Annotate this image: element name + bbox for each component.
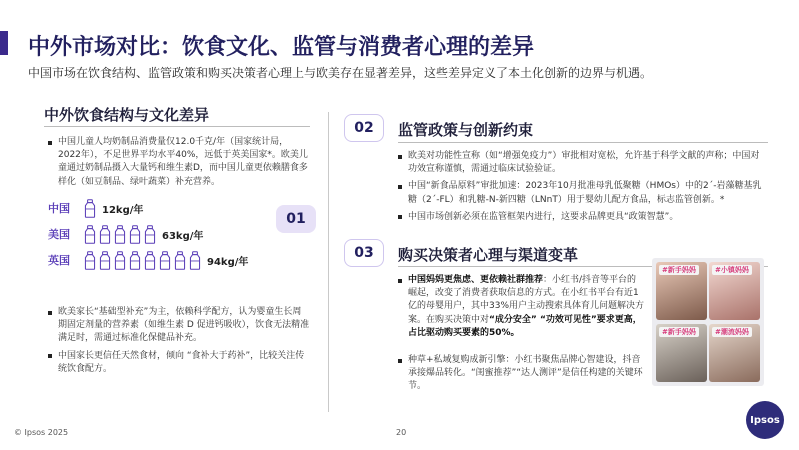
milk-bottle-icon bbox=[99, 251, 111, 270]
milk-bottle-icon bbox=[129, 251, 141, 270]
section3-number-badge: 03 bbox=[344, 239, 384, 267]
milk-bottle-icon bbox=[84, 251, 96, 270]
bullet-emphasis: 中国妈妈更焦虑、更依赖社群推荐 bbox=[408, 275, 544, 285]
milk-bottle-icon bbox=[189, 251, 201, 270]
section3-bullet-list bbox=[398, 274, 644, 344]
social-post-image bbox=[709, 324, 760, 382]
section2-number-badge: 02 bbox=[344, 114, 384, 142]
country-label: 中国 bbox=[48, 202, 70, 215]
milk-bottle-icon bbox=[84, 225, 96, 244]
social-media-collage bbox=[652, 258, 764, 386]
section2-bullet: 欧美对功能性宣称（如“增强免疫力”）审批相对宽松，允许基于科学文献的声称；中国对功效宣称谨慎，需通过临床试验验证。 bbox=[398, 150, 768, 176]
bullet-emphasis: “成分安全” “功效可见性”要求更高，占比驱动购买要素的50%。 bbox=[408, 314, 642, 338]
bottle-icons bbox=[84, 225, 156, 244]
section3-bullet-list-2 bbox=[398, 354, 644, 398]
page-subtitle: 中国市场在饮食结构、监管政策和购买决策者心理上与欧美存在显著差异，这些差异定义了本土化创新的边界与机遇。 bbox=[28, 66, 653, 80]
milk-bottle-icon bbox=[114, 225, 126, 244]
section1-number-badge: 01 bbox=[276, 205, 316, 233]
center-divider bbox=[328, 112, 329, 412]
section3-bullet bbox=[398, 274, 644, 340]
section1-bullet: 中国儿童人均奶制品消费量仅12.0千克/年（国家统计局，2022年），不足世界平均水平40%，远低于英美国家*。欧美儿童通过奶制品摄入大量钙和维生素D，而中国儿童更依赖膳食多样化（如豆制品、绿叶蔬菜）补充营养。 bbox=[48, 136, 310, 189]
milk-bottle-icon bbox=[84, 199, 96, 218]
section1-bullet-list-bottom bbox=[48, 306, 310, 380]
copyright: © Ipsos 2025 bbox=[14, 428, 69, 437]
section1-title: 中外饮食结构与文化差异 bbox=[44, 106, 210, 124]
hashtag-badge: #小镇妈妈 bbox=[712, 265, 752, 275]
title-accent-bar bbox=[0, 31, 8, 55]
ipsos-logo: Ipsos bbox=[746, 401, 784, 439]
milk-bottle-icon bbox=[144, 251, 156, 270]
page-number: 20 bbox=[396, 428, 407, 437]
section2-bullet: 中国市场创新必须在监管框架内进行，这要求品牌更具“政策智慧”。 bbox=[398, 211, 768, 224]
section3-title: 购买决策者心理与渠道变革 bbox=[398, 246, 579, 264]
comparison-row-china bbox=[48, 198, 143, 218]
hashtag-badge: #新手妈妈 bbox=[659, 265, 699, 275]
milk-bottle-icon bbox=[129, 225, 141, 244]
comparison-row-usa bbox=[48, 224, 203, 244]
comparison-row-uk bbox=[48, 250, 248, 270]
country-label: 美国 bbox=[48, 228, 70, 241]
bullet-text: ：小红书/抖音等平台的崛起，改变了消费者获取信息的方式。在小红书平台有近1亿的母婴用户，其中33%用户主动搜索具体育儿问题解决方案。在购买决策中对 bbox=[408, 275, 645, 325]
section2-divider bbox=[398, 142, 768, 143]
hashtag-badge: #新手妈妈 bbox=[659, 327, 699, 337]
consumption-amount: 94kg/年 bbox=[207, 256, 249, 268]
social-post-image bbox=[656, 262, 707, 320]
consumption-amount: 63kg/年 bbox=[162, 230, 204, 242]
section1-bullet: 中国家长更信任天然食材，倾向 “食补大于药补”，比较关注传统饮食配方。 bbox=[48, 350, 310, 376]
social-post-image bbox=[656, 324, 707, 382]
country-label: 英国 bbox=[48, 254, 70, 267]
milk-bottle-icon bbox=[159, 251, 171, 270]
section1-bullet-list-top bbox=[48, 136, 310, 193]
section2-bullet-list bbox=[398, 150, 768, 228]
hashtag-badge: #潮流妈妈 bbox=[712, 327, 752, 337]
social-post-image bbox=[709, 262, 760, 320]
bottle-icons bbox=[84, 199, 96, 218]
bottle-icons bbox=[84, 251, 201, 270]
section2-bullet: 中国“新食品原料”审批加速：2023年10月批准母乳低聚糖（HMOs）中的2´-岩藻糖基乳糖（2´-FL）和乳糖-N-新四糖（LNnT）用于婴幼儿配方食品，标志监管创新。* bbox=[398, 180, 768, 206]
milk-bottle-icon bbox=[144, 225, 156, 244]
section2-title: 监管政策与创新约束 bbox=[398, 121, 534, 139]
milk-bottle-icon bbox=[114, 251, 126, 270]
milk-bottle-icon bbox=[99, 225, 111, 244]
section3-bullet: 种草+私域复购成新引擎：小红书聚焦品牌心智建设，抖音承接爆品转化。“闺蜜推荐”“达人测评”是信任构建的关键环节。 bbox=[398, 354, 644, 394]
section1-divider bbox=[44, 126, 310, 127]
page-title: 中外市场对比：饮食文化、监管与消费者心理的差异 bbox=[28, 35, 535, 60]
consumption-amount: 12kg/年 bbox=[102, 204, 144, 216]
milk-bottle-icon bbox=[174, 251, 186, 270]
section1-bullet: 欧美家长“基础型补充”为主，依赖科学配方，认为婴童生长周期固定剂量的营养素（如维生素 D 促进钙吸收），饮食无法精准满足时，需通过标准化保健品补充。 bbox=[48, 306, 310, 346]
